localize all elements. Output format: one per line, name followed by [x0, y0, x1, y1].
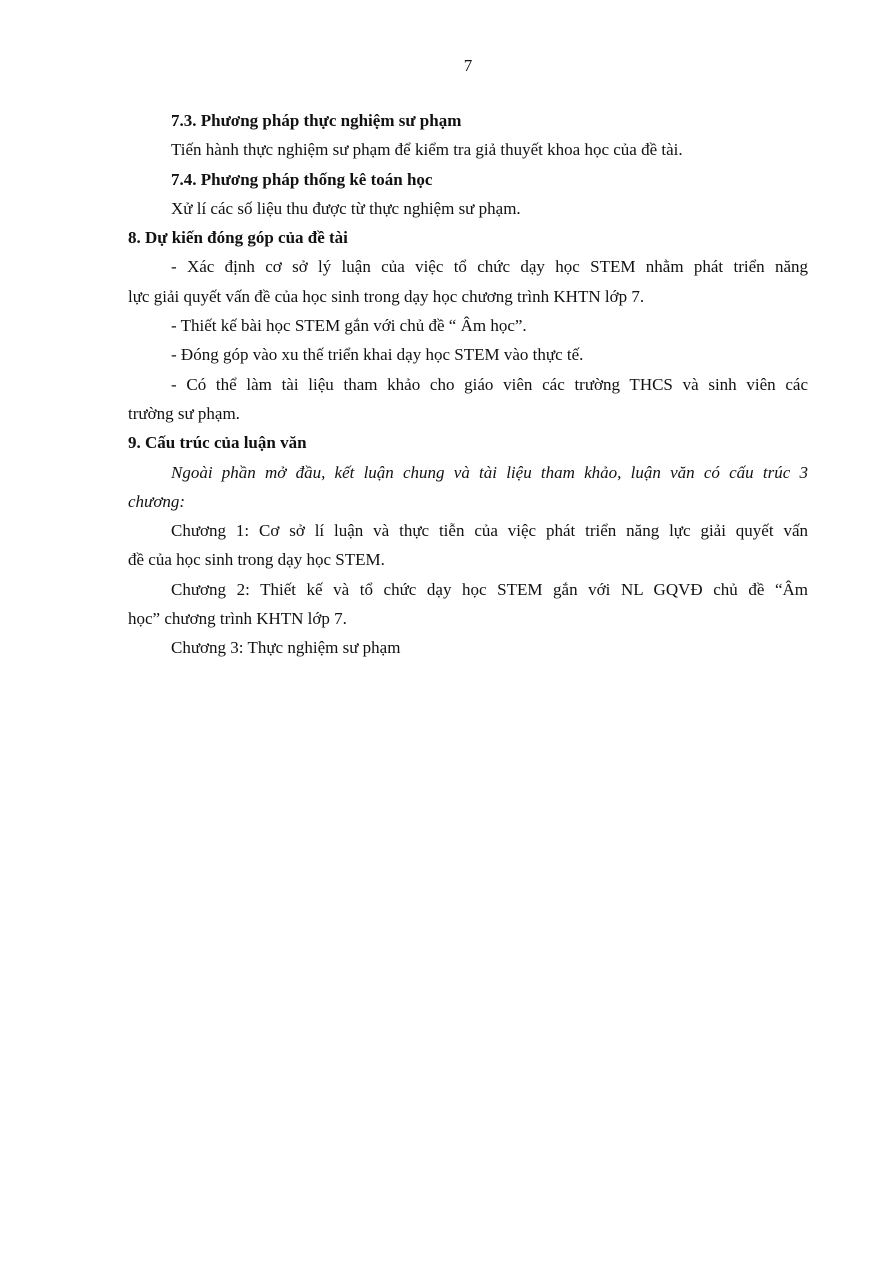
heading-7-3: 7.3. Phương pháp thực nghiệm sư phạm: [171, 111, 462, 130]
paragraph-line: Xử lí các số liệu thu được từ thực nghiệm sư phạm.: [171, 198, 521, 218]
paragraph-line: Tiến hành thực nghiệm sư phạm để kiểm tra giả thuyết khoa học của đề tài.: [171, 140, 683, 160]
heading-section-8: 8. Dự kiến đóng góp của đề tài: [128, 228, 348, 248]
paragraph-line: trường sư phạm.: [128, 403, 240, 423]
paragraph-line: đề của học sinh trong dạy học STEM.: [128, 550, 385, 570]
paragraph-line: Chương 2: Thiết kế và tổ chức dạy học STEM gắn với NL GQVĐ chủ đề “Âm: [171, 579, 808, 599]
paragraph-line: - Xác định cơ sở lý luận của việc tổ chức dạy học STEM nhằm phát triển năng: [171, 257, 808, 277]
paragraph-line: Chương 1: Cơ sở lí luận và thực tiễn của việc phát triển năng lực giải quyết vấn: [171, 521, 808, 541]
heading-section-9: 9. Cấu trúc của luận văn: [128, 433, 307, 453]
paragraph-line: - Đóng góp vào xu thế triển khai dạy học STEM vào thực tế.: [171, 345, 584, 365]
paragraph-line: Ngoài phần mở đầu, kết luận chung và tài liệu tham khảo, luận văn có cấu trúc 3: [171, 462, 808, 482]
paragraph-line: lực giải quyết vấn đề của học sinh trong dạy học chương trình KHTN lớp 7.: [128, 286, 645, 306]
paragraph-line: chương:: [128, 491, 186, 511]
paragraph-line: - Thiết kế bài học STEM gắn với chủ đề “ Âm học”.: [171, 316, 527, 336]
document-body: [128, 106, 808, 663]
paragraph-line: học” chương trình KHTN lớp 7.: [128, 609, 347, 629]
paragraph-line: Chương 3: Thực nghiệm sư phạm: [171, 638, 401, 658]
page-number: 7: [463, 56, 473, 75]
paragraph-line: - Có thể làm tài liệu tham khảo cho giáo viên các trường THCS và sinh viên các: [171, 374, 808, 394]
heading-7-4: 7.4. Phương pháp thống kê toán học: [171, 169, 433, 189]
